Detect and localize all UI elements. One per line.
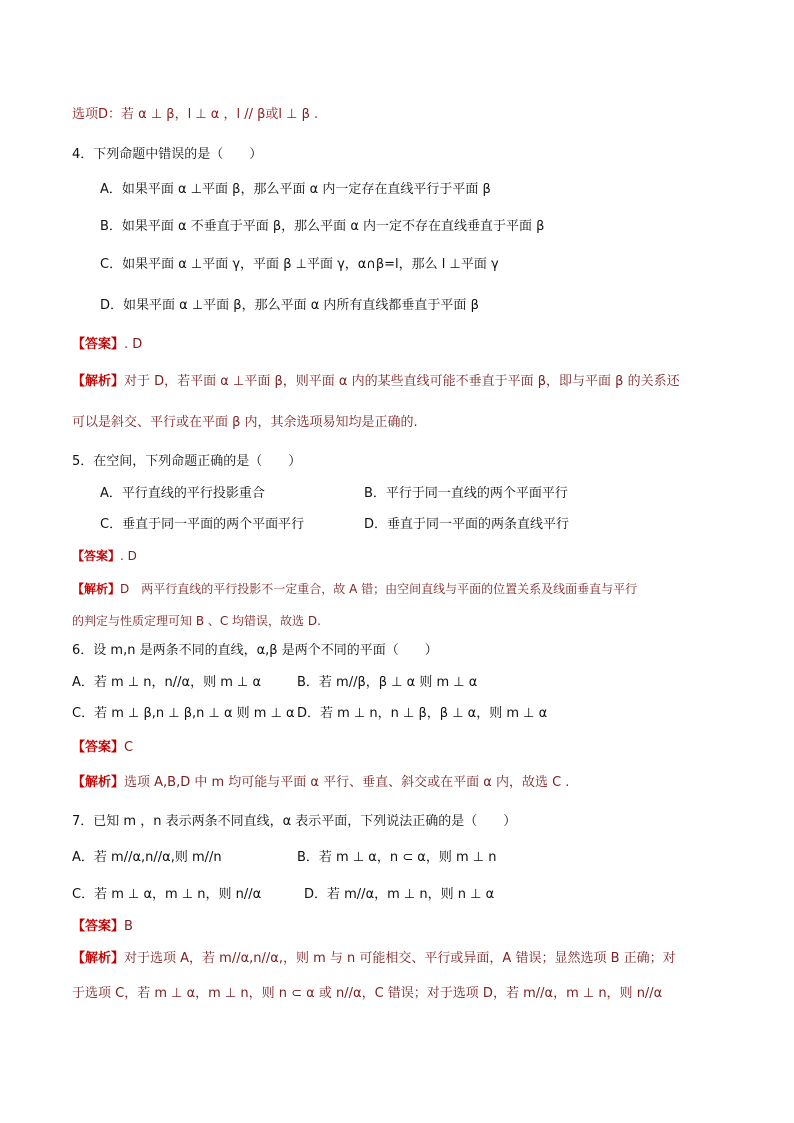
answer-label: 【答案】 bbox=[72, 740, 125, 755]
text-line bbox=[72, 849, 222, 867]
line-text: . D bbox=[120, 549, 137, 563]
line-text: B．如果平面 α 不垂直于平面 β，那么平面 α 内一定不存在直线垂直于平面 β bbox=[100, 219, 545, 234]
text-line bbox=[72, 774, 569, 792]
line-text: 对于选项 A，若 m//α,n//α,，则 m 与 n 可能相交、平行或异面，A 错误；显然选项 B 正确；对 bbox=[124, 951, 676, 966]
line-text: 6．设 m,n 是两条不同的直线，α,β 是两个不同的平面（ ） bbox=[72, 643, 438, 658]
line-text: D．若 m//α，m ⊥ n，则 n ⊥ α bbox=[304, 887, 495, 902]
line-text: C．垂直于同一平面的两个平面平行 bbox=[100, 517, 305, 532]
line-text: C．如果平面 α ⊥平面 γ，平面 β ⊥平面 γ，α∩β=l，那么 l ⊥平面 γ bbox=[100, 257, 499, 272]
text-line bbox=[72, 336, 142, 354]
analysis-label: 【解析】 bbox=[72, 775, 125, 790]
line-text: D．垂直于同一平面的两条直线平行 bbox=[364, 517, 570, 532]
line-text: A．平行直线的平行投影重合 bbox=[100, 486, 265, 501]
line-text: D．如果平面 α ⊥平面 β，那么平面 α 内所有直线都垂直于平面 β bbox=[100, 298, 479, 313]
line-text: 选项 A,B,D 中 m 均可能与平面 α 平行、垂直、斜交或在平面 α 内，故选 C . bbox=[124, 775, 570, 790]
analysis-label: 【解析】 bbox=[72, 582, 121, 596]
answer-label: 【答案】 bbox=[72, 919, 125, 934]
answer-label: 【答案】 bbox=[72, 337, 125, 352]
line-text: B bbox=[124, 919, 133, 934]
text-line bbox=[100, 485, 265, 503]
text-line bbox=[72, 674, 261, 692]
text-line bbox=[304, 886, 494, 904]
line-text: 可以是斜交、平行或在平面 β 内，其余选项易知均是正确的. bbox=[72, 415, 418, 430]
line-text: 选项D：若 α ⊥ β，l ⊥ α ，l // β或l ⊥ β . bbox=[72, 107, 319, 122]
line-text: A．若 m ⊥ n，n//α，则 m ⊥ α bbox=[72, 675, 262, 690]
line-text: D．若 m ⊥ n，n ⊥ β，β ⊥ α，则 m ⊥ α bbox=[297, 706, 548, 721]
line-text: 对于 D，若平面 α ⊥平面 β，则平面 α 内的某些直线可能不垂直于平面 β，即与平面 β 的关系还 bbox=[124, 374, 680, 389]
text-line bbox=[297, 849, 496, 867]
text-line bbox=[72, 813, 516, 831]
text-line bbox=[72, 612, 321, 630]
text-line bbox=[364, 516, 569, 534]
text-line bbox=[72, 985, 662, 1003]
text-line bbox=[72, 414, 418, 432]
text-line bbox=[72, 705, 295, 723]
line-text: C．若 m ⊥ α，m ⊥ n，则 n//α bbox=[72, 887, 262, 902]
line-text: C bbox=[124, 740, 134, 755]
analysis-label: 【解析】 bbox=[72, 951, 125, 966]
text-line bbox=[72, 580, 637, 598]
text-line bbox=[100, 297, 479, 315]
text-line bbox=[100, 218, 544, 236]
line-text: A．若 m//α,n//α,则 m//n bbox=[72, 850, 222, 865]
text-line bbox=[72, 146, 262, 164]
text-line bbox=[72, 886, 261, 904]
text-line bbox=[72, 547, 137, 565]
text-line bbox=[72, 373, 680, 391]
line-text: . D bbox=[124, 337, 143, 352]
text-line bbox=[100, 516, 304, 534]
text-line bbox=[100, 181, 491, 199]
line-text: 4．下列命题中错误的是（ ） bbox=[72, 147, 263, 162]
text-line bbox=[364, 485, 568, 503]
text-line bbox=[72, 739, 133, 757]
analysis-label: 【解析】 bbox=[72, 374, 125, 389]
line-text: 5．在空间，下列命题正确的是（ ） bbox=[72, 454, 302, 469]
line-text: A．如果平面 α ⊥平面 β，那么平面 α 内一定存在直线平行于平面 β bbox=[100, 182, 491, 197]
text-line bbox=[72, 950, 676, 968]
text-line bbox=[297, 705, 547, 723]
line-text: 于选项 C，若 m ⊥ α，m ⊥ n，则 n ⊂ α 或 n//α，C 错误；对于选项 D，若 m//α，m ⊥ n，则 n//α bbox=[72, 986, 663, 1001]
text-line bbox=[100, 256, 499, 274]
answer-label: 【答案】 bbox=[72, 549, 121, 563]
line-text: B．平行于同一直线的两个平面平行 bbox=[364, 486, 568, 501]
line-text: B．若 m//β，β ⊥ α 则 m ⊥ α bbox=[297, 675, 478, 690]
text-line bbox=[72, 642, 438, 660]
line-text: D 两平行直线的平行投影不一定重合，故 A 错；由空间直线与平面的位置关系及线面垂直与平行 bbox=[120, 582, 638, 596]
text-line bbox=[72, 453, 301, 471]
text-line bbox=[72, 106, 318, 124]
line-text: 7．已知 m ，n 表示两条不同直线，α 表示平面，下列说法正确的是（ ） bbox=[72, 814, 517, 829]
text-line bbox=[72, 918, 133, 936]
text-line bbox=[297, 674, 477, 692]
line-text: 的判定与性质定理可知 B 、C 均错误，故选 D. bbox=[72, 614, 321, 628]
line-text: C．若 m ⊥ β,n ⊥ β,n ⊥ α 则 m ⊥ α bbox=[72, 706, 295, 721]
line-text: B．若 m ⊥ α，n ⊂ α，则 m ⊥ n bbox=[297, 850, 497, 865]
